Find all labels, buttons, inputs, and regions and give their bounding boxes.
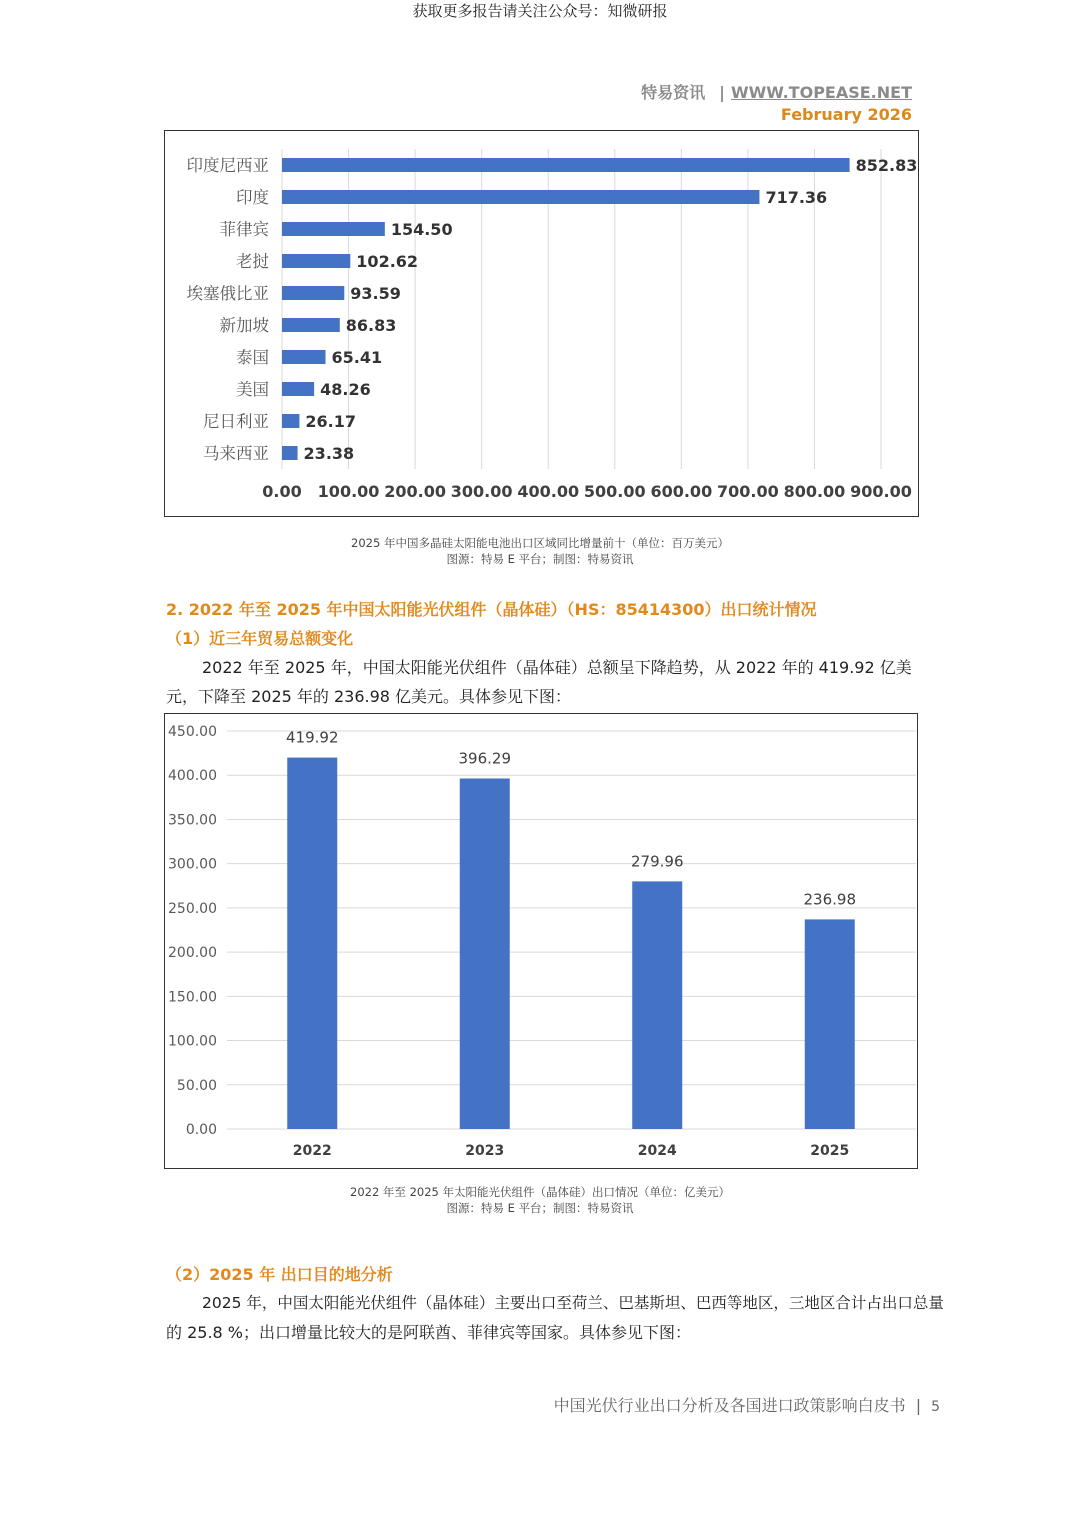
chart2-caption — [0, 1184, 1080, 1216]
bar — [287, 758, 337, 1129]
bar — [282, 382, 314, 396]
brand-name: 特易资讯 — [641, 83, 706, 102]
footer-title: 中国光伏行业出口分析及各国进口政策影响白皮书 — [553, 1396, 906, 1415]
bar — [282, 158, 850, 172]
y-tick-label: 50.00 — [176, 1077, 217, 1094]
paragraph-line: 元，下降至 2025 年的 236.98 亿美元。具体参见下图： — [166, 687, 572, 706]
page-footer — [554, 1393, 940, 1416]
bar — [282, 414, 299, 428]
bar — [282, 446, 298, 460]
y-tick-label: 400.00 — [168, 768, 217, 785]
top-banner: 获取更多报告请关注公众号：知微研报 — [412, 2, 668, 20]
x-tick-label: 700.00 — [717, 482, 779, 501]
x-tick-label: 600.00 — [650, 482, 713, 501]
category-label: 印度尼西亚 — [186, 156, 269, 175]
data-label: 419.92 — [286, 728, 339, 747]
category-label: 2023 — [465, 1143, 505, 1159]
x-tick-label: 800.00 — [783, 482, 846, 501]
page-number: 5 — [931, 1399, 940, 1415]
y-tick-label: 450.00 — [168, 724, 217, 740]
data-label: 93.59 — [350, 284, 401, 303]
y-tick-label: 350.00 — [168, 812, 217, 829]
data-label: 23.38 — [303, 444, 355, 463]
paragraph-trade-total — [166, 653, 916, 711]
category-label: 2022 — [292, 1143, 332, 1159]
data-label: 852.83 — [855, 156, 917, 175]
category-label: 马来西亚 — [203, 444, 269, 463]
brand-separator: | — [719, 83, 725, 102]
category-label: 2024 — [637, 1143, 677, 1159]
y-tick-label: 300.00 — [168, 856, 217, 873]
bar — [282, 190, 759, 204]
report-date: February 2026 — [780, 105, 912, 124]
x-tick-label: 900.00 — [850, 482, 912, 501]
y-tick-label: 250.00 — [168, 900, 217, 917]
category-label: 美国 — [236, 380, 269, 399]
category-label: 老挝 — [236, 252, 269, 271]
bar — [282, 350, 326, 364]
y-tick-label: 0.00 — [185, 1122, 217, 1138]
bar — [805, 919, 855, 1129]
data-label: 26.17 — [305, 412, 357, 431]
chart1-caption-title: 2025 年中国多晶硅太阳能电池出口区域同比增量前十（单位：百万美元） — [351, 536, 729, 550]
x-tick-label: 300.00 — [450, 482, 513, 501]
data-label: 154.50 — [390, 220, 453, 239]
bar — [460, 779, 510, 1129]
category-label: 印度 — [236, 188, 269, 207]
footer-separator: | — [915, 1396, 922, 1415]
data-label: 65.41 — [331, 348, 383, 367]
x-tick-label: 200.00 — [384, 482, 446, 501]
data-label: 279.96 — [631, 852, 684, 871]
paragraph-line: 2025 年，中国太阳能光伏组件（晶体硅）主要出口至荷兰、巴基斯坦、巴西等地区，三地区合计占出口总量 — [202, 1294, 944, 1312]
paragraph-line: 的 25.8 %；出口增量比较大的是阿联酋、菲律宾等国家。具体参见下图： — [166, 1323, 692, 1342]
chart1-caption-source: 图源：特易 E 平台；制图：特易资讯 — [446, 552, 634, 566]
bar — [282, 222, 385, 236]
bar — [282, 254, 350, 268]
bar — [282, 318, 340, 332]
section-heading: 2. 2022 年至 2025 年中国太阳能光伏组件（晶体硅）（HS：85414300）出口统计情况 — [166, 600, 817, 619]
chart1-caption — [0, 535, 1080, 567]
subsection-heading-trade-total: （1）近三年贸易总额变化 — [166, 629, 354, 648]
chart2-caption-source: 图源：特易 E 平台；制图：特易资讯 — [446, 1201, 634, 1215]
x-tick-label: 100.00 — [317, 482, 380, 501]
data-label: 396.29 — [458, 749, 511, 768]
category-label: 泰国 — [236, 348, 269, 367]
chart-export-increment-top10 — [164, 130, 919, 517]
chart1-plot — [165, 131, 917, 515]
bar — [282, 286, 344, 300]
data-label: 48.26 — [320, 380, 371, 399]
y-tick-label: 200.00 — [168, 945, 217, 962]
brand-url-link[interactable]: WWW.TOPEASE.NET — [730, 83, 912, 102]
x-tick-label: 0.00 — [262, 482, 302, 501]
y-tick-label: 150.00 — [168, 989, 217, 1006]
y-tick-label: 100.00 — [168, 1033, 217, 1050]
category-label: 尼日利亚 — [203, 412, 269, 431]
x-tick-label: 400.00 — [517, 482, 580, 501]
chart-module-export-trend — [164, 713, 918, 1169]
x-tick-label: 500.00 — [583, 482, 646, 501]
subsection-heading-destination: （2）2025 年 出口目的地分析 — [166, 1265, 393, 1284]
category-label: 菲律宾 — [219, 220, 269, 239]
bar — [632, 881, 682, 1129]
data-label: 717.36 — [765, 188, 828, 207]
brand-header — [641, 80, 912, 103]
chart2-caption-title: 2022 年至 2025 年太阳能光伏组件（晶体硅）出口情况（单位：亿美元） — [350, 1185, 730, 1199]
chart2-plot — [165, 714, 916, 1167]
category-label: 埃塞俄比亚 — [186, 284, 269, 303]
category-label: 2025 — [810, 1143, 850, 1159]
category-label: 新加坡 — [219, 316, 269, 335]
paragraph-line: 2022 年至 2025 年，中国太阳能光伏组件（晶体硅）总额呈下降趋势，从 2022 年的 419.92 亿美 — [202, 658, 912, 677]
data-label: 86.83 — [345, 316, 397, 335]
data-label: 236.98 — [803, 890, 856, 909]
paragraph-destination — [166, 1289, 944, 1347]
data-label: 102.62 — [356, 252, 419, 271]
